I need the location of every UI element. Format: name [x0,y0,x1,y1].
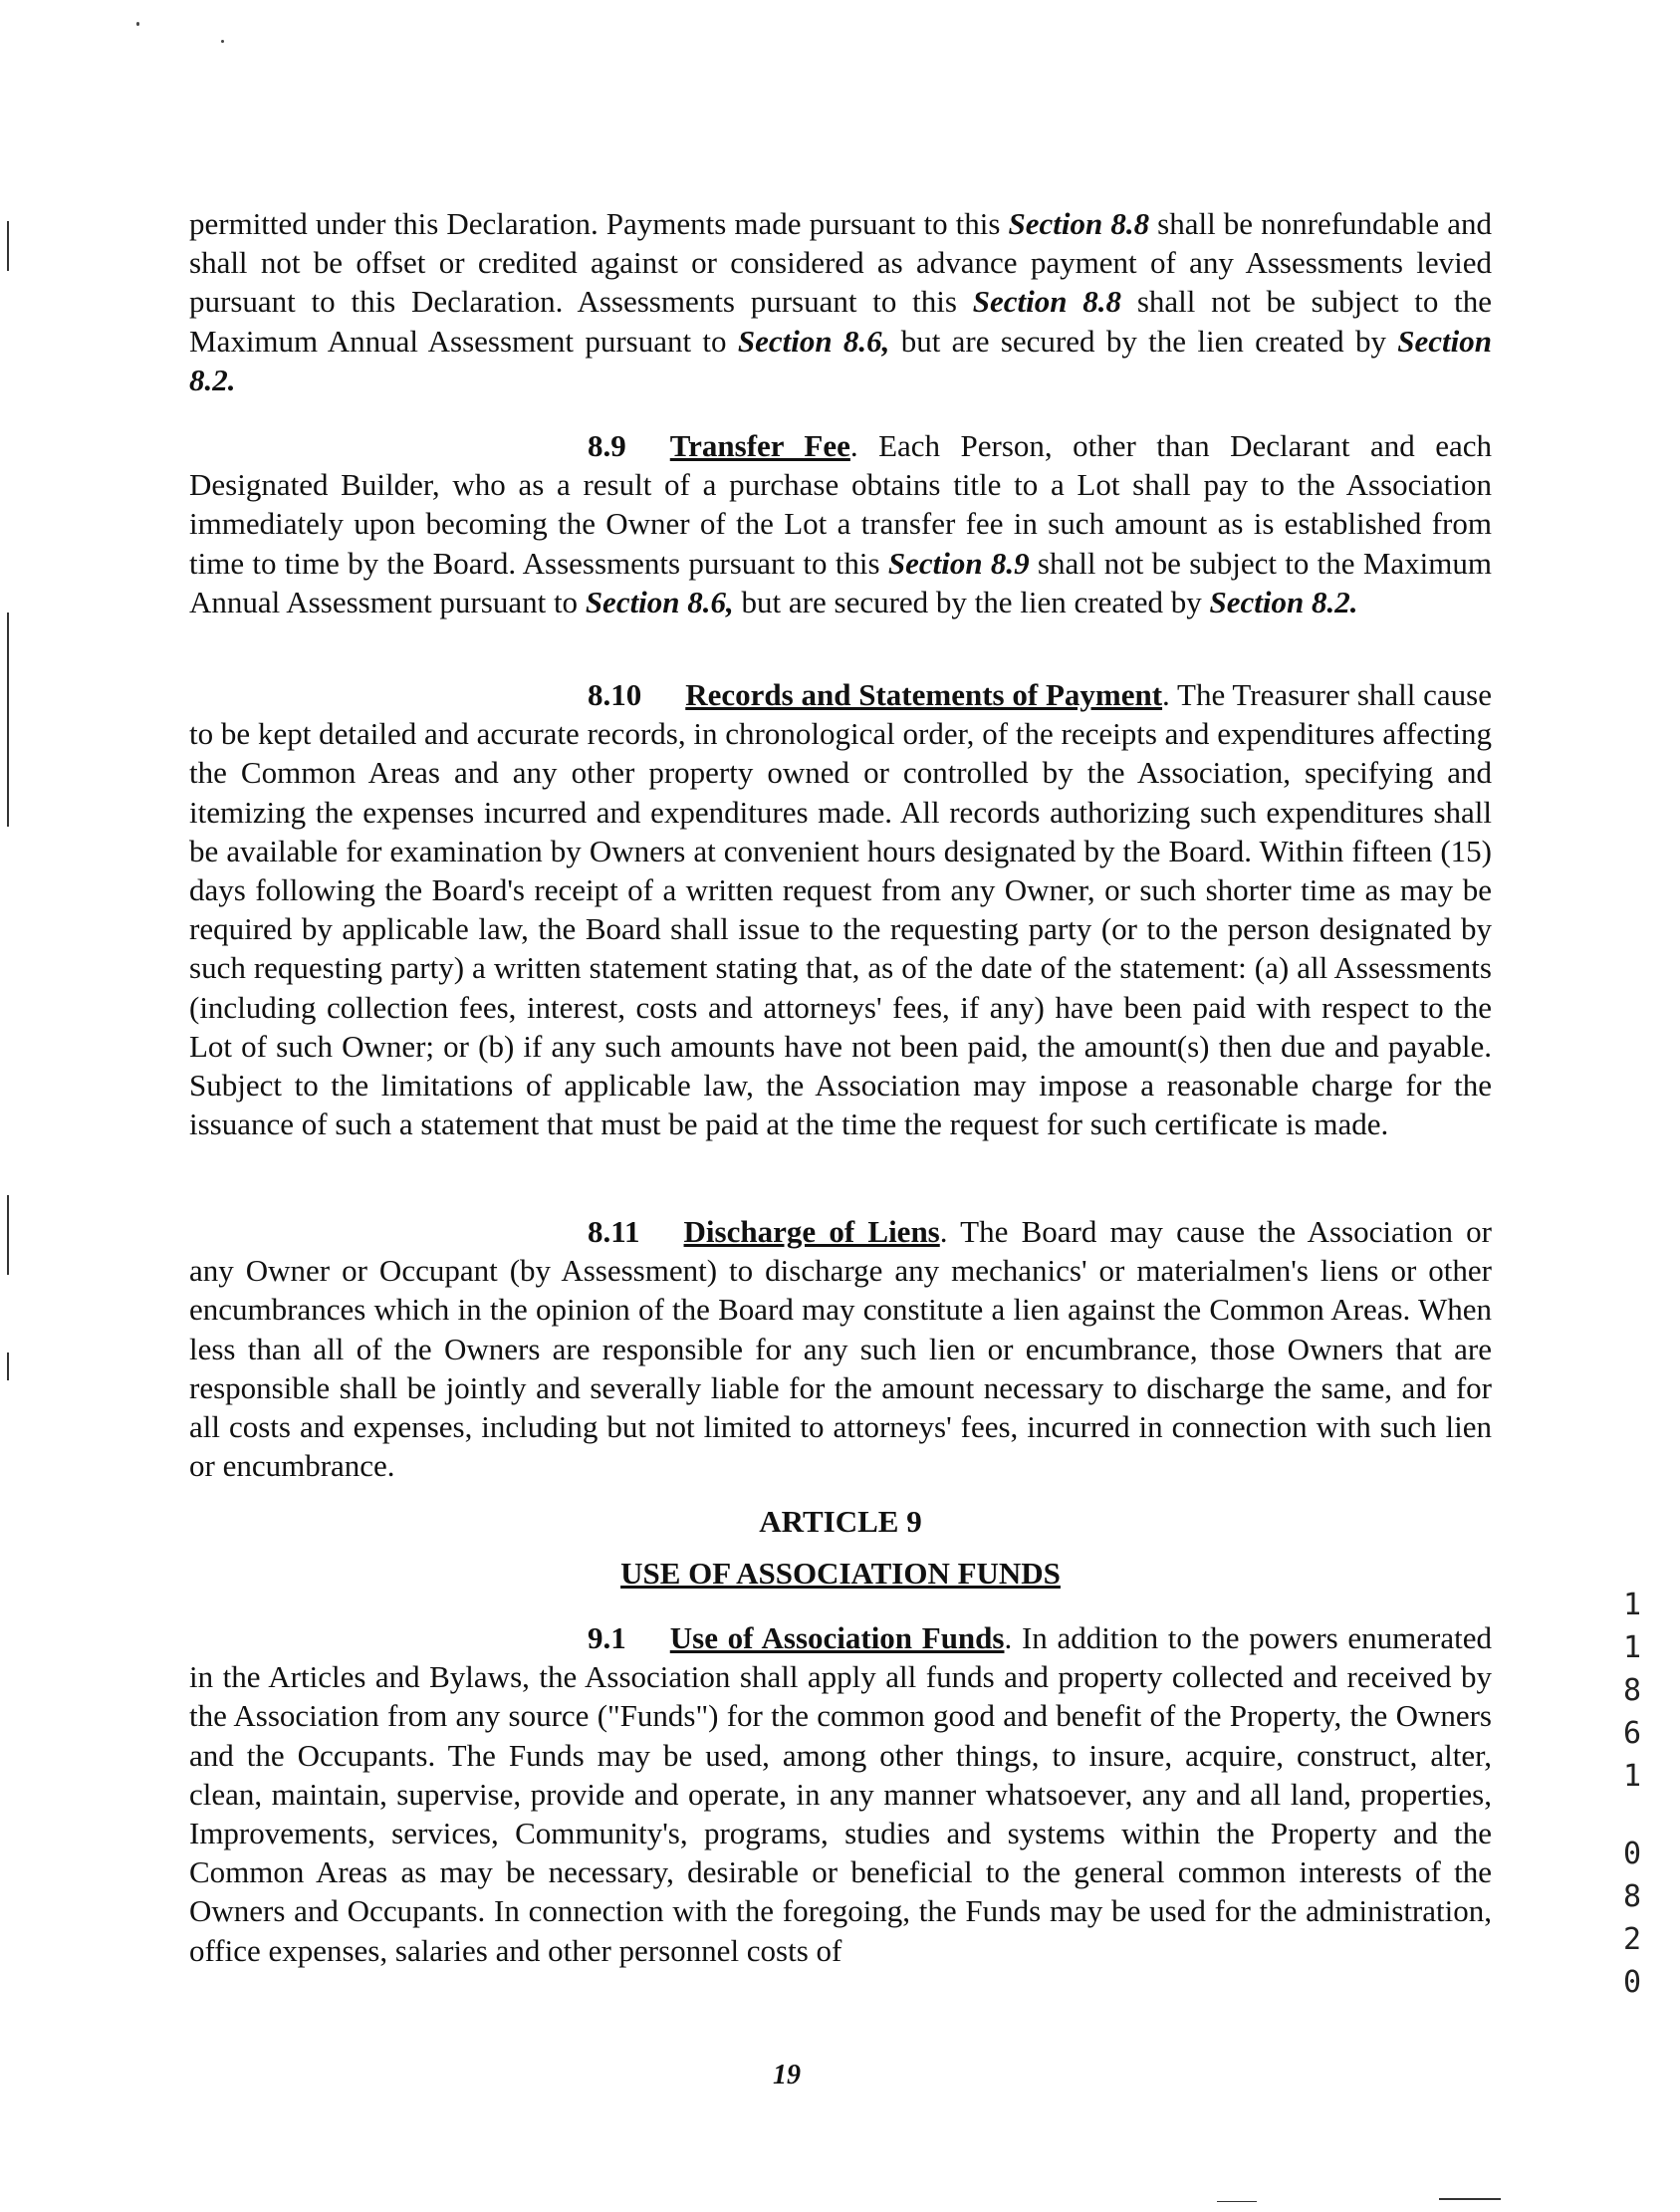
recording-stamp [1617,1584,1647,2004]
scan-speck [136,22,139,26]
section-8-10 [189,675,1492,1143]
section-reference: Section 8.9 [887,545,1030,581]
stamp-digit: 8 [1622,1879,1642,1914]
section-8-11 [189,1212,1492,1485]
bottom-rule [1439,2198,1501,2200]
section-number: 9.1 [588,1620,626,1655]
text-run: but are secured by the lien created by [733,584,1210,619]
margin-mark [7,1195,9,1275]
stamp-digit: 2 [1622,1922,1642,1957]
text-run: . Each Person, other than Declarant and each Designated Builder, who as a result of a purchase obtains title to a Lot shall pay to the Association immediately upon becoming the Owner of the Lot a transfer fee in such amount as is established from time to time by the Board. Assessments pursuant to this [189,428,1492,581]
section-number: 8.11 [588,1214,640,1249]
section-title: Records and Statements of Payment [685,677,1163,712]
scan-speck [221,40,224,43]
section-paragraph [189,1212,1492,1485]
section-number: 8.9 [588,428,626,463]
paragraph-text [189,204,1492,399]
margin-mark [7,613,9,827]
section-reference: Section 8.8 [972,284,1122,320]
margin-mark [7,1352,9,1380]
stamp-digit: 1 [1622,1759,1642,1794]
text-run: shall not be subject to the Maximum Annual Assessment pursuant to [189,545,1492,619]
section-reference: Section 8.6, [737,323,890,359]
page-number: 19 [773,2060,801,2090]
stamp-digit: 1 [1622,1630,1642,1665]
section-reference: Section 8.2. [189,323,1492,397]
stamp-gap [1617,1798,1647,1833]
section-body [189,1620,1492,1968]
stamp-digit: 0 [1622,1837,1642,1871]
bottom-rule [1217,2201,1257,2202]
section-paragraph [189,426,1492,621]
section-reference: Section 8.6, [585,584,734,619]
section-9-1 [189,1618,1492,1970]
text-run: . In addition to the powers enumerated in the Articles and Bylaws, the Association shall apply all funds and property collected and received by the Association from any source ("Funds") for the common good and benefit of the Property, the Owners and the Occupants. The Funds may be used, among other things, to insure, acquire, construct, alter, clean, maintain, supervise, provide and operate, in any manner whatsoever, any and all land, properties, Improvements, services, Community's, programs, studies and systems within the Property and the Common Areas as may be necessary, desirable or beneficial to the general common interests of the Owners and Occupants. In connection with the foregoing, the Funds may be used for the administration, office expenses, salaries and other personnel costs of [189,1620,1492,1968]
section-reference: Section 8.2. [1209,584,1358,619]
margin-mark [7,221,9,271]
article-heading: ARTICLE 9 [759,1504,922,1539]
stamp-digit: 6 [1622,1716,1642,1751]
section-number: 8.10 [588,677,642,712]
section-paragraph [189,675,1492,1143]
section-body [189,1214,1492,1483]
article-title: USE OF ASSOCIATION FUNDS [620,1556,1061,1591]
text-run: . The Treasurer shall cause to be kept detailed and accurate records, in chronological order, of the receipts and expenditures affecting the Common Areas and any other property owned or controlled by the Association, specifying and itemizing the expenses incurred and expenditures made. All records authorizing such expenditures shall be available for examination by Owners at convenient hours designated by the Board. Within fifteen (15) days following the Board's receipt of a written request from any Owner, or such shorter time as may be required by applicable law, the Board shall issue to the requesting party (or to the person designated by such requesting party) a written statement stating that, as of the date of the statement: (a) all Assessments (including collection fees, interest, costs and attorneys' fees, if any) have been paid with respect to the Lot of such Owner; or (b) if any such amounts have not been paid, the amount(s) then due and payable. Subject to the limitations of applicable law, the Association may impose a reasonable charge for the issuance of such a statement that must be paid at the time the request for such certificate is made. [189,677,1492,1142]
section-reference: Section 8.8 [1008,206,1150,241]
section-title: Use of Association Funds [669,1620,1005,1655]
text-run: but are secured by the lien created by [889,323,1398,359]
section-8-9 [189,426,1492,621]
text-run: shall not be subject to the Maximum Annual Assessment pursuant to [189,284,1493,359]
stamp-digit: 1 [1622,1588,1642,1622]
section-title: Discharge of Liens [683,1214,940,1249]
stamp-digit: 8 [1622,1673,1642,1708]
section-body [189,677,1492,1141]
stamp-digit: 0 [1622,1965,1642,2000]
text-run: . The Board may cause the Association or any Owner or Occupant (by Assessment) to discharge any mechanics' or materialmen's liens or other encumbrances which in the opinion of the Board may constitute a lien against the Common Areas. When less than all of the Owners are responsible for any such lien or encumbrance, those Owners that are responsible shall be jointly and severally liable for the amount necessary to discharge the same, and for all costs and expenses, including but not limited to attorneys' fees, incurred in connection with such lien or encumbrance. [189,1214,1492,1484]
paragraph-continuation [189,204,1492,399]
text-run: shall be nonrefundable and shall not be offset or credited against or considered as advance payment of any Assessments levied pursuant to this Declaration. Assessments pursuant to this [189,206,1493,320]
section-title: Transfer Fee [669,428,850,463]
text-run: permitted under this Declaration. Payments made pursuant to this [189,206,1009,241]
section-paragraph [189,1618,1492,1970]
